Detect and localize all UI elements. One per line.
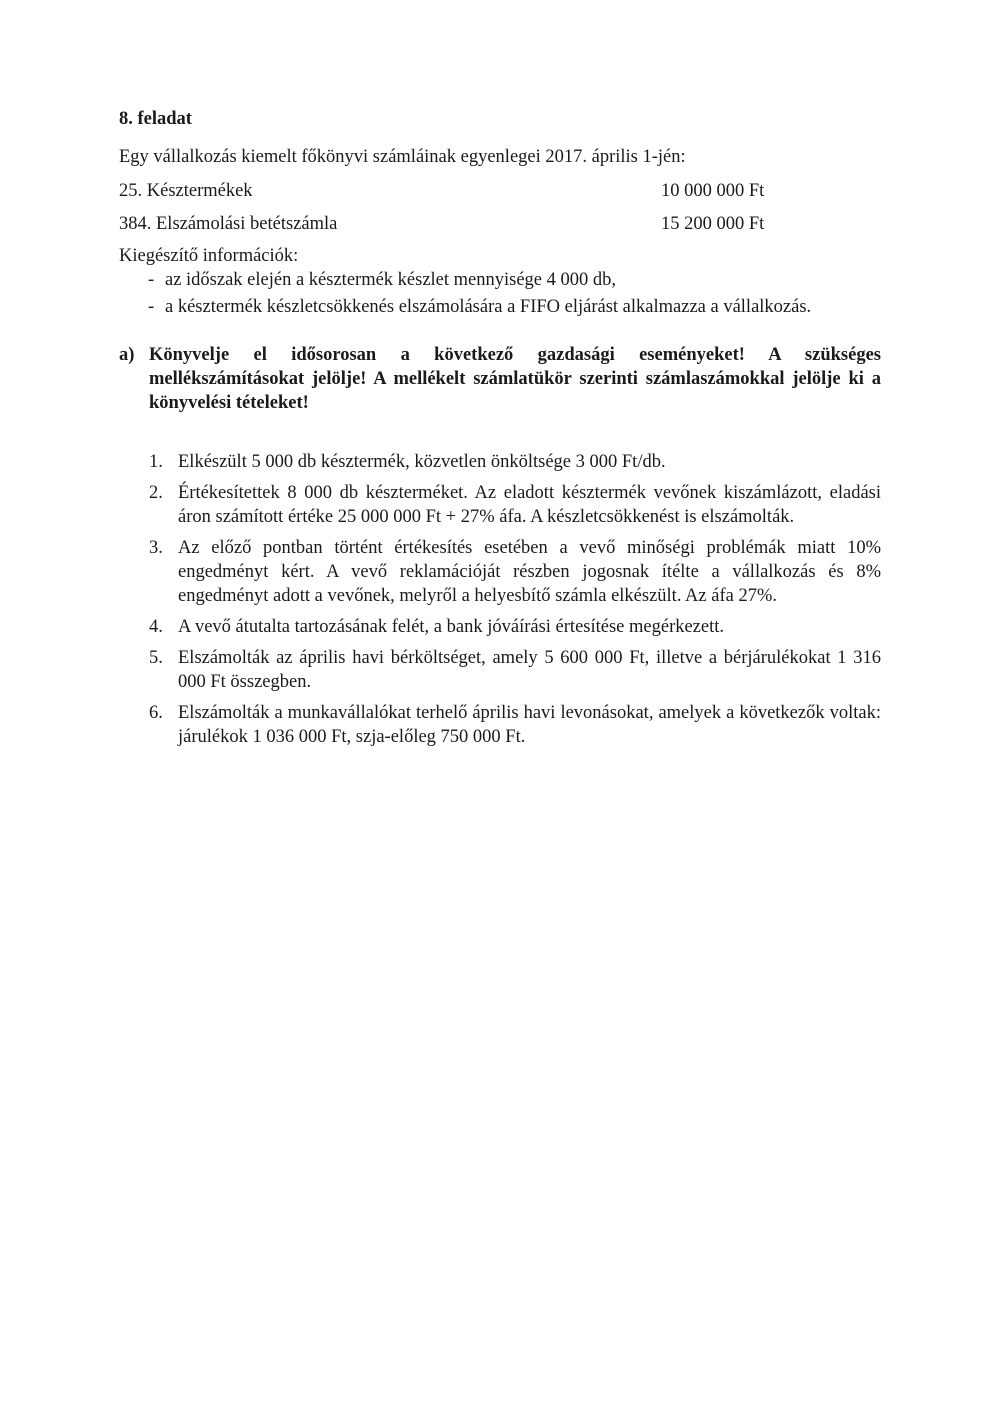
bullet-text: a késztermék készletcsökkenés elszámolására a FIFO eljárást alkalmazza a vállalkozás. — [165, 297, 812, 317]
event-item — [149, 701, 881, 749]
task-a — [119, 343, 881, 415]
event-number: 1. — [149, 452, 163, 472]
account-name: 384. Elszámolási betétszámla — [119, 214, 338, 234]
info-bullet — [119, 268, 889, 295]
event-text: Értékesítettek 8 000 db készterméket. Az eladott késztermék vevőnek kiszámlázott, eladási áron számított értéke 25 000 000 Ft + 27% áfa. A készletcsökkenést is elszámolták. — [178, 483, 881, 527]
task-marker: a) — [119, 345, 135, 365]
event-text: Elszámolták az április havi bérköltséget, amely 5 600 000 Ft, illetve a bérjárulékokat 1 316 000 Ft összegben. — [178, 648, 881, 692]
event-number: 4. — [149, 617, 163, 637]
task-instruction: Könyvelje el idősorosan a következő gazdasági eseményeket! A szükséges mellékszámításokat jelölje! A mellékelt számlatükör szerinti számlaszámokkal jelölje ki a könyvelési tételeket! — [149, 345, 881, 413]
account-name: 25. Késztermékek — [119, 181, 253, 201]
event-text: Az előző pontban történt értékesítés esetében a vevő minőségi problémák miatt 10% engedményt kért. A vevő reklamációját részben jogosnak ítélte a vállalkozás és 8% engedményt adott a vevőnek, melyről a helyesbítő számla elkészült. Az áfa 27%. — [178, 538, 881, 606]
event-item — [149, 481, 881, 529]
info-bullet-list — [119, 268, 889, 322]
info-heading: Kiegészítő információk: — [119, 246, 299, 266]
account-row — [119, 179, 879, 203]
info-bullet — [119, 295, 889, 322]
account-amount: 10 000 000 Ft — [661, 181, 765, 201]
event-list — [149, 450, 881, 756]
event-number: 6. — [149, 703, 163, 723]
exercise-title: 8. feladat — [119, 109, 192, 129]
event-number: 3. — [149, 538, 163, 558]
dash-marker: - — [148, 270, 155, 290]
event-item — [149, 536, 881, 608]
event-text: A vevő átutalta tartozásának felét, a bank jóváírási értesítése megérkezett. — [178, 617, 725, 637]
event-item — [149, 646, 881, 694]
event-item — [149, 450, 881, 474]
event-text: Elkészült 5 000 db késztermék, közvetlen önköltsége 3 000 Ft/db. — [178, 452, 666, 472]
intro-text: Egy vállalkozás kiemelt főkönyvi számláinak egyenlegei 2017. április 1-jén: — [119, 147, 686, 167]
dash-marker: - — [148, 297, 155, 317]
event-text: Elszámolták a munkavállalókat terhelő április havi levonásokat, amelyek a következők voltak: járulékok 1 036 000 Ft, szja-előleg 750 000 Ft. — [178, 703, 881, 747]
account-amount: 15 200 000 Ft — [661, 214, 765, 234]
event-number: 5. — [149, 648, 163, 668]
bullet-text: az időszak elején a késztermék készlet mennyisége 4 000 db, — [165, 270, 617, 290]
account-row — [119, 212, 879, 236]
event-item — [149, 615, 881, 639]
event-number: 2. — [149, 483, 163, 503]
